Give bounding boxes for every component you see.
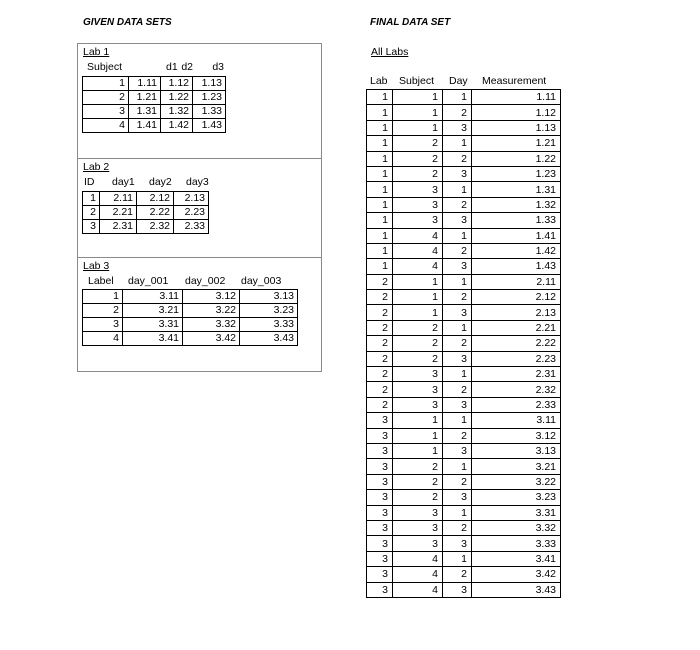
table-row bbox=[83, 304, 298, 318]
table-row bbox=[83, 91, 226, 105]
table-cell: 2.13 bbox=[174, 192, 209, 206]
table-cell: 3.21 bbox=[472, 459, 561, 474]
table-cell: 2 bbox=[443, 243, 472, 258]
table-cell: 3 bbox=[443, 397, 472, 412]
table-cell: 1.31 bbox=[129, 105, 161, 119]
table-cell: 2 bbox=[443, 382, 472, 397]
table-row bbox=[83, 119, 226, 133]
table-row bbox=[83, 77, 226, 91]
table-cell: 3 bbox=[443, 443, 472, 458]
table-cell: 3 bbox=[367, 505, 393, 520]
table-cell: 2 bbox=[443, 474, 472, 489]
final-col-lab: Lab bbox=[370, 75, 388, 87]
table-cell: 1 bbox=[393, 413, 443, 428]
table-row bbox=[367, 90, 561, 105]
given-data-sets-heading: GIVEN DATA SETS bbox=[83, 17, 172, 28]
table-cell: 2 bbox=[83, 206, 100, 220]
table-cell: 2.33 bbox=[174, 220, 209, 234]
table-cell: 1 bbox=[443, 413, 472, 428]
table-cell: 2.32 bbox=[472, 382, 561, 397]
table-cell: 2 bbox=[443, 520, 472, 535]
table-cell: 1.42 bbox=[161, 119, 193, 133]
lab3-table bbox=[82, 289, 298, 346]
table-cell: 3 bbox=[393, 505, 443, 520]
table-cell: 4 bbox=[393, 567, 443, 582]
final-col-subject: Subject bbox=[399, 75, 435, 87]
table-cell: 1.13 bbox=[193, 77, 226, 91]
table-cell: 3.43 bbox=[472, 582, 561, 597]
table-row bbox=[367, 182, 561, 197]
table-cell: 2 bbox=[83, 91, 129, 105]
table-cell: 4 bbox=[393, 243, 443, 258]
table-cell: 2 bbox=[393, 351, 443, 366]
table-cell: 2 bbox=[367, 290, 393, 305]
table-cell: 2.31 bbox=[100, 220, 137, 234]
table-cell: 1 bbox=[443, 551, 472, 566]
table-cell: 2 bbox=[393, 490, 443, 505]
table-cell: 1.43 bbox=[472, 259, 561, 274]
table-cell: 2.33 bbox=[472, 397, 561, 412]
table-cell: 1.12 bbox=[161, 77, 193, 91]
table-cell: 1 bbox=[393, 90, 443, 105]
table-cell: 3.23 bbox=[240, 304, 298, 318]
table-cell: 1 bbox=[367, 136, 393, 151]
table-cell: 3.33 bbox=[240, 318, 298, 332]
table-row bbox=[367, 166, 561, 181]
table-cell: 3.42 bbox=[183, 332, 240, 346]
lab1-table bbox=[82, 76, 226, 133]
table-cell: 1.11 bbox=[129, 77, 161, 91]
lab2-col-day2: day2 bbox=[149, 176, 172, 188]
lab1-title: Lab 1 bbox=[83, 46, 110, 58]
table-cell: 3 bbox=[393, 520, 443, 535]
table-cell: 1 bbox=[367, 243, 393, 258]
table-cell: 3.31 bbox=[472, 505, 561, 520]
table-row bbox=[367, 228, 561, 243]
table-cell: 3.32 bbox=[183, 318, 240, 332]
table-cell: 3.32 bbox=[472, 520, 561, 535]
table-row bbox=[367, 551, 561, 566]
table-row bbox=[367, 367, 561, 382]
table-row bbox=[367, 443, 561, 458]
table-row bbox=[367, 197, 561, 212]
table-row bbox=[367, 305, 561, 320]
table-cell: 2.12 bbox=[472, 290, 561, 305]
table-cell: 1 bbox=[83, 192, 100, 206]
table-row bbox=[367, 413, 561, 428]
table-cell: 2 bbox=[367, 351, 393, 366]
table-row bbox=[367, 459, 561, 474]
table-cell: 2.22 bbox=[137, 206, 174, 220]
table-cell: 3 bbox=[393, 397, 443, 412]
table-cell: 1.32 bbox=[161, 105, 193, 119]
table-row bbox=[367, 213, 561, 228]
table-cell: 3.43 bbox=[240, 332, 298, 346]
table-row bbox=[367, 520, 561, 535]
table-cell: 3 bbox=[367, 474, 393, 489]
table-row bbox=[367, 243, 561, 258]
table-cell: 2 bbox=[393, 474, 443, 489]
table-cell: 2 bbox=[367, 305, 393, 320]
final-table bbox=[366, 89, 561, 598]
table-cell: 1.12 bbox=[472, 105, 561, 120]
table-cell: 1.21 bbox=[129, 91, 161, 105]
table-cell: 3.12 bbox=[472, 428, 561, 443]
table-cell: 1.23 bbox=[193, 91, 226, 105]
table-cell: 3 bbox=[393, 367, 443, 382]
table-cell: 3.42 bbox=[472, 567, 561, 582]
table-cell: 1.41 bbox=[472, 228, 561, 243]
table-row bbox=[367, 567, 561, 582]
table-cell: 3.22 bbox=[183, 304, 240, 318]
lab2-table bbox=[82, 191, 209, 234]
table-cell: 1 bbox=[393, 305, 443, 320]
table-cell: 3 bbox=[443, 351, 472, 366]
table-cell: 2 bbox=[393, 136, 443, 151]
lab3-col-day002: day_002 bbox=[185, 275, 226, 287]
table-cell: 1 bbox=[367, 228, 393, 243]
table-cell: 3 bbox=[443, 213, 472, 228]
table-row bbox=[367, 259, 561, 274]
table-cell: 2 bbox=[367, 274, 393, 289]
table-cell: 1.32 bbox=[472, 197, 561, 212]
table-cell: 2 bbox=[393, 166, 443, 181]
lab2-col-id: ID bbox=[84, 176, 95, 188]
table-cell: 1 bbox=[367, 90, 393, 105]
table-cell: 3 bbox=[443, 120, 472, 135]
table-cell: 2 bbox=[443, 197, 472, 212]
table-cell: 3 bbox=[393, 382, 443, 397]
table-cell: 3 bbox=[443, 490, 472, 505]
table-cell: 1 bbox=[83, 290, 123, 304]
table-cell: 1.13 bbox=[472, 120, 561, 135]
table-cell: 4 bbox=[393, 551, 443, 566]
table-cell: 3.11 bbox=[123, 290, 183, 304]
table-cell: 1.33 bbox=[472, 213, 561, 228]
table-cell: 1 bbox=[393, 274, 443, 289]
table-row bbox=[83, 318, 298, 332]
table-row bbox=[367, 290, 561, 305]
lab2-col-day1: day1 bbox=[112, 176, 135, 188]
table-cell: 3 bbox=[393, 182, 443, 197]
table-cell: 2.21 bbox=[472, 320, 561, 335]
table-cell: 2 bbox=[443, 428, 472, 443]
lab1-col-d3: d3 bbox=[212, 61, 224, 73]
table-cell: 2 bbox=[393, 320, 443, 335]
table-cell: 3.23 bbox=[472, 490, 561, 505]
table-row bbox=[83, 105, 226, 119]
table-cell: 3 bbox=[443, 305, 472, 320]
table-cell: 3.41 bbox=[472, 551, 561, 566]
table-cell: 2 bbox=[367, 397, 393, 412]
table-row bbox=[83, 332, 298, 346]
table-cell: 3 bbox=[367, 582, 393, 597]
table-cell: 3 bbox=[393, 197, 443, 212]
table-cell: 1.43 bbox=[193, 119, 226, 133]
lab2-title: Lab 2 bbox=[83, 161, 110, 173]
table-cell: 3 bbox=[367, 459, 393, 474]
table-cell: 3 bbox=[367, 443, 393, 458]
table-cell: 1 bbox=[367, 197, 393, 212]
table-cell: 2 bbox=[367, 320, 393, 335]
table-row bbox=[367, 582, 561, 597]
final-col-measurement: Measurement bbox=[482, 75, 547, 87]
table-cell: 3 bbox=[443, 536, 472, 551]
table-cell: 2 bbox=[443, 567, 472, 582]
table-row bbox=[83, 206, 209, 220]
table-cell: 2.12 bbox=[137, 192, 174, 206]
final-col-day: Day bbox=[449, 75, 468, 87]
table-cell: 3 bbox=[443, 582, 472, 597]
table-cell: 3.41 bbox=[123, 332, 183, 346]
table-row bbox=[367, 105, 561, 120]
table-cell: 2 bbox=[393, 459, 443, 474]
table-cell: 2 bbox=[443, 290, 472, 305]
table-cell: 1 bbox=[367, 120, 393, 135]
table-cell: 4 bbox=[393, 228, 443, 243]
table-row bbox=[367, 474, 561, 489]
table-cell: 2.22 bbox=[472, 336, 561, 351]
table-row bbox=[367, 151, 561, 166]
table-row bbox=[367, 120, 561, 135]
table-row bbox=[367, 320, 561, 335]
table-row bbox=[367, 397, 561, 412]
table-cell: 2 bbox=[443, 151, 472, 166]
table-cell: 1.41 bbox=[129, 119, 161, 133]
table-row bbox=[367, 336, 561, 351]
table-cell: 1.21 bbox=[472, 136, 561, 151]
table-cell: 4 bbox=[393, 582, 443, 597]
table-cell: 2 bbox=[83, 304, 123, 318]
table-cell: 1 bbox=[443, 228, 472, 243]
table-cell: 2.13 bbox=[472, 305, 561, 320]
table-cell: 1 bbox=[393, 105, 443, 120]
table-cell: 3 bbox=[83, 220, 100, 234]
table-cell: 1.22 bbox=[161, 91, 193, 105]
lab3-col-day001: day_001 bbox=[128, 275, 169, 287]
table-cell: 2 bbox=[367, 336, 393, 351]
table-cell: 1.11 bbox=[472, 90, 561, 105]
table-cell: 2 bbox=[443, 336, 472, 351]
lab1-col-d2: d2 bbox=[181, 61, 193, 73]
table-cell: 2 bbox=[367, 367, 393, 382]
all-labs-title: All Labs bbox=[371, 46, 409, 58]
table-cell: 4 bbox=[83, 332, 123, 346]
table-cell: 3.12 bbox=[183, 290, 240, 304]
table-cell: 1.33 bbox=[193, 105, 226, 119]
table-cell: 4 bbox=[83, 119, 129, 133]
table-cell: 1 bbox=[443, 367, 472, 382]
table-cell: 1 bbox=[443, 136, 472, 151]
table-row bbox=[83, 290, 298, 304]
table-cell: 3 bbox=[367, 567, 393, 582]
table-cell: 3.31 bbox=[123, 318, 183, 332]
table-cell: 1 bbox=[393, 443, 443, 458]
lab3-col-label: Label bbox=[88, 275, 114, 287]
table-cell: 1 bbox=[83, 77, 129, 91]
table-cell: 1.22 bbox=[472, 151, 561, 166]
final-data-set-heading: FINAL DATA SET bbox=[370, 17, 451, 28]
table-cell: 2.21 bbox=[100, 206, 137, 220]
table-cell: 2 bbox=[393, 151, 443, 166]
table-row bbox=[367, 274, 561, 289]
table-cell: 1 bbox=[443, 182, 472, 197]
table-cell: 1 bbox=[393, 120, 443, 135]
table-row bbox=[367, 505, 561, 520]
table-cell: 2.11 bbox=[472, 274, 561, 289]
table-row bbox=[367, 490, 561, 505]
table-cell: 2.23 bbox=[472, 351, 561, 366]
table-cell: 3 bbox=[367, 490, 393, 505]
table-cell: 3 bbox=[367, 551, 393, 566]
lab1-col-d1: d1 bbox=[166, 61, 178, 73]
table-cell: 1 bbox=[393, 428, 443, 443]
lab3-title: Lab 3 bbox=[83, 260, 110, 272]
table-row bbox=[367, 351, 561, 366]
lab2-col-day3: day3 bbox=[186, 176, 209, 188]
table-cell: 1 bbox=[393, 290, 443, 305]
table-cell: 3.13 bbox=[240, 290, 298, 304]
table-cell: 1 bbox=[367, 213, 393, 228]
table-row bbox=[367, 536, 561, 551]
table-cell: 1 bbox=[443, 505, 472, 520]
table-row bbox=[83, 192, 209, 206]
table-cell: 3.21 bbox=[123, 304, 183, 318]
table-cell: 1 bbox=[443, 320, 472, 335]
table-cell: 1 bbox=[367, 166, 393, 181]
table-cell: 4 bbox=[393, 259, 443, 274]
table-cell: 1 bbox=[367, 182, 393, 197]
table-cell: 3.22 bbox=[472, 474, 561, 489]
table-cell: 1 bbox=[443, 459, 472, 474]
table-cell: 1 bbox=[443, 274, 472, 289]
table-cell: 2 bbox=[367, 382, 393, 397]
table-cell: 1 bbox=[367, 151, 393, 166]
table-cell: 1 bbox=[367, 105, 393, 120]
table-cell: 3 bbox=[443, 259, 472, 274]
table-cell: 3 bbox=[393, 536, 443, 551]
table-cell: 1.31 bbox=[472, 182, 561, 197]
table-cell: 3 bbox=[367, 520, 393, 535]
table-cell: 3 bbox=[443, 166, 472, 181]
table-cell: 1 bbox=[367, 259, 393, 274]
table-row bbox=[367, 428, 561, 443]
table-row bbox=[367, 382, 561, 397]
lab3-col-day003: day_003 bbox=[241, 275, 282, 287]
table-cell: 1 bbox=[443, 90, 472, 105]
table-cell: 2.11 bbox=[100, 192, 137, 206]
table-cell: 3 bbox=[83, 105, 129, 119]
table-cell: 2 bbox=[443, 105, 472, 120]
table-cell: 2.32 bbox=[137, 220, 174, 234]
table-cell: 3 bbox=[367, 536, 393, 551]
table-row bbox=[83, 220, 209, 234]
table-cell: 3 bbox=[367, 413, 393, 428]
lab1-col-subject: Subject bbox=[87, 61, 123, 73]
table-cell: 3.11 bbox=[472, 413, 561, 428]
table-cell: 2.31 bbox=[472, 367, 561, 382]
table-row bbox=[367, 136, 561, 151]
table-cell: 3 bbox=[367, 428, 393, 443]
table-cell: 3.13 bbox=[472, 443, 561, 458]
table-cell: 2.23 bbox=[174, 206, 209, 220]
table-cell: 3 bbox=[393, 213, 443, 228]
table-cell: 3.33 bbox=[472, 536, 561, 551]
table-cell: 1.23 bbox=[472, 166, 561, 181]
table-cell: 2 bbox=[393, 336, 443, 351]
table-cell: 1.42 bbox=[472, 243, 561, 258]
table-cell: 3 bbox=[83, 318, 123, 332]
